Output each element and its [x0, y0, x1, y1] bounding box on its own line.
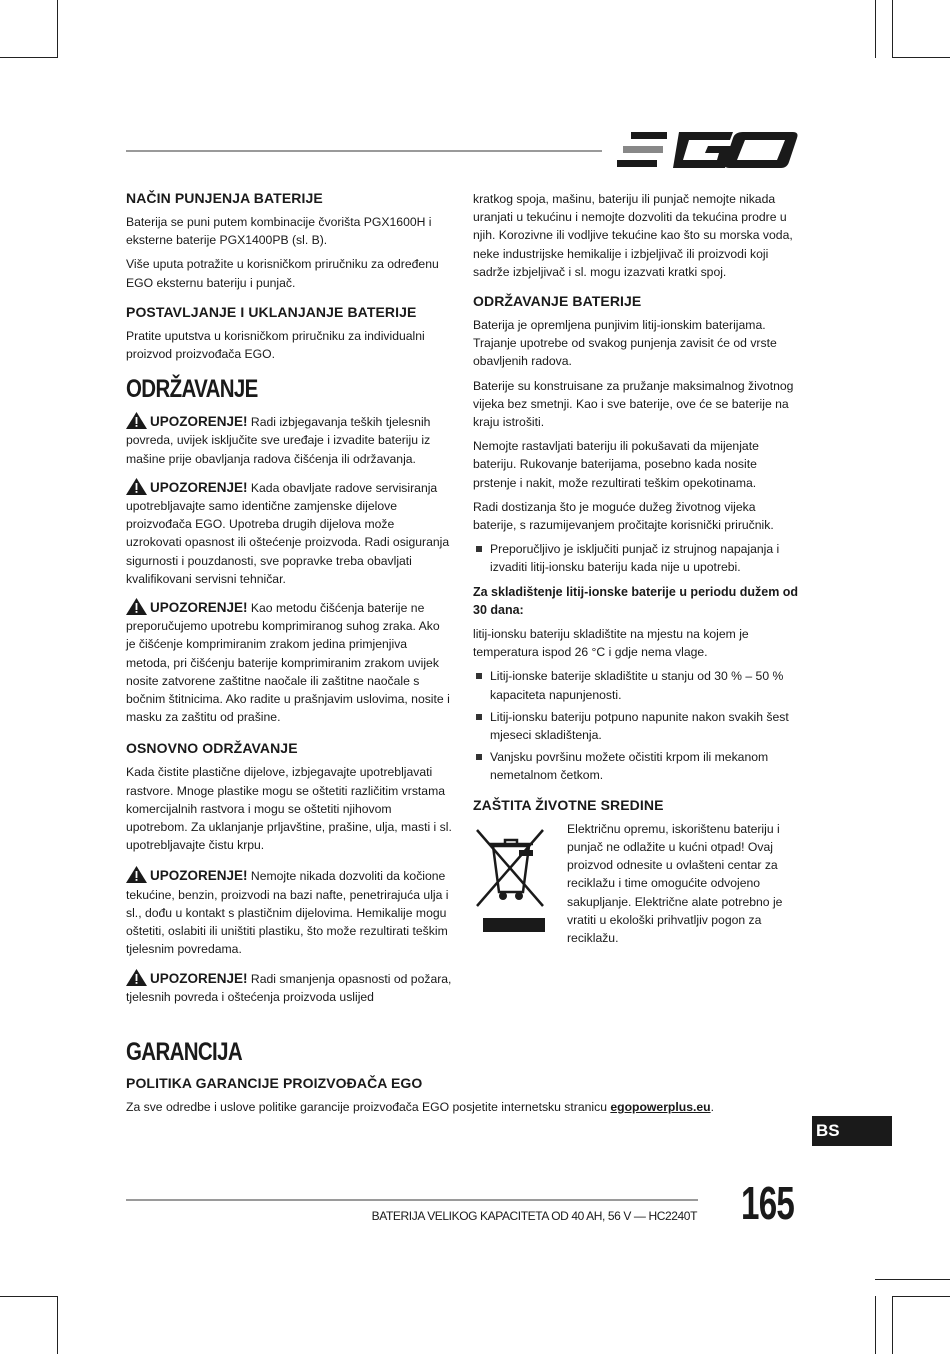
section-title-warranty-policy: POLITIKA GARANCIJE PROIZVOĐAČA EGO [126, 1075, 423, 1091]
list-item: Litij-ionske baterije skladištite u stanju od 30 % – 50 % kapaciteta napunjenosti. [473, 667, 799, 703]
bullet-list [473, 667, 799, 784]
section-title-basic-maintenance: OSNOVNO ODRŽAVANJE [126, 740, 298, 757]
warning-label: UPOZORENJE! [150, 479, 248, 495]
warning-text: Nemojte nikada dozvoliti da kočione tekućine, benzin, proizvodi na bazi nafte, penetrirajuća ulja i sl., dođu u kontakt s plastičnim dijelovima. Hemikalije mogu oštetiti, oslabiti ili uništiti plastiku, što može rezultirati teškim tjelesnim povredama. [126, 869, 449, 957]
storage-heading: Za skladištenje litij-ionske baterije u periodu dužem od 30 dana: [473, 584, 799, 617]
warning-icon [126, 412, 147, 429]
paragraph: Pratite uputstva u korisničkom priručniku za individualni proizvod proizvođača EGO. [126, 328, 425, 362]
crop-mark [892, 0, 893, 58]
warranty-section [126, 1038, 826, 1122]
warning-icon [126, 598, 147, 615]
warranty-link[interactable]: egopowerplus.eu [610, 1100, 711, 1114]
warranty-text-body: Za sve odredbe i uslove politike garancije proizvođača EGO posjetite internetsku stranicu [126, 1100, 611, 1114]
right-column [473, 190, 799, 947]
warning-block [126, 969, 452, 1006]
warning-label: UPOZORENJE! [150, 600, 248, 616]
warning-block [126, 866, 452, 958]
paragraph: Baterija je opremljena punjivim litij-ionskim baterijama. Trajanje upotrebe od svakog punjenja zavisit će od vrste obavljenih radova. [473, 318, 777, 369]
heading-maintenance: ODRŽAVANJE [126, 375, 258, 404]
crop-mark [892, 1296, 893, 1354]
warning-text: Kada obavljate radove servisiranja upotrebljavajte samo identične zamjenske dijelove proizvođača EGO. Upotreba drugih dijelova može uzrokovati opasnost ili oštećenje proizvoda. Radi osiguranja sigurnosti i pouzdanosti, sve popravke treba obavljati kvalifikovani servisni tehničar. [126, 480, 450, 586]
environment-block [473, 820, 799, 947]
section-title-battery-maintenance: ODRŽAVANJE BATERIJE [473, 293, 642, 310]
warning-text: Radi izbjegavanja teških tjelesnih povreda, uvijek isključite sve uređaje i izvadite bateriju iz mašine prije obavljanja radova čišćenja ili održavanja. [126, 415, 431, 466]
warning-text: Radi smanjenja opasnosti od požara, tjelesnih povreda i oštećenja proizvoda uslijed [126, 971, 452, 1004]
list-item: Preporučljivo je isključiti punjač iz strujnog napajanja i izvaditi litij-ionsku bateriju kada nije u upotrebi. [473, 540, 799, 576]
crop-mark [57, 0, 58, 58]
list-item: Litij-ionsku bateriju potpuno napunite nakon svakih šest mjeseci skladištenja. [473, 708, 799, 744]
warning-icon [126, 866, 147, 883]
left-column [126, 190, 452, 1016]
crop-mark [875, 1279, 950, 1280]
warning-icon [126, 969, 147, 986]
page-number: 165 [741, 1177, 795, 1229]
crop-mark [57, 1296, 58, 1354]
warranty-text-end: . [710, 1100, 714, 1114]
crop-mark [875, 1296, 876, 1354]
paragraph: Radi dostizanja što je moguće dužeg životnog vijeka baterije, s razumijevanjem pročitajte korisnički priručnik. [473, 499, 774, 533]
paragraph: Više uputa potražite u korisničkom priručniku za određenu EGO eksternu bateriju i punjač. [126, 257, 439, 290]
environment-text: Električnu opremu, iskorištenu bateriju i punjač ne odlažite u kućni otpad! Ovaj proizvod odnesite u ovlašteni centar za reciklažu i time omogućite odvojeno sakupljanje. Električne alate potrebno je vratiti u ekološki prihvatljiv pogon za reciklažu. [567, 821, 783, 945]
crop-mark [875, 0, 876, 58]
warning-icon [126, 478, 147, 495]
crop-mark [0, 1296, 58, 1297]
warning-label: UPOZORENJE! [150, 868, 248, 884]
paragraph: litij-ionsku bateriju skladištite na mjestu na kojem je temperatura ispod 26 °C i gdje nema vlage. [473, 627, 749, 660]
ego-logo [617, 132, 799, 172]
warning-label: UPOZORENJE! [150, 414, 248, 430]
warning-block [126, 478, 452, 588]
section-title-environment: ZAŠTITA ŽIVOTNE SREDINE [473, 796, 664, 813]
footer-product: BATERIJA VELIKOG KAPACITETA OD 40 AH, 56 V — HC2240T [371, 1209, 697, 1223]
footer-rule [126, 1199, 698, 1201]
paragraph: Baterija se puni putem kombinacije čvorišta PGX1600H i eksterne baterije PGX1400PB (sl. B). [126, 215, 432, 248]
language-code: BS [816, 1121, 840, 1140]
paragraph: kratkog spoja, mašinu, bateriju ili punjač nemojte nikada uranjati u tekućinu i nemojte dozvoliti da tekućina prodre u njih. Korozivne ili vodljive tekućine kao što su morska voda, neke industrijske hemikalije i izbjeljivač ili proizvodi koji sadrže izbjeljivač i sl. mogu izazvati kratki spoj. [473, 192, 793, 279]
warning-label: UPOZORENJE! [150, 970, 248, 986]
warning-block [126, 412, 452, 468]
section-title-charging: NAČIN PUNJENJA BATERIJE [126, 190, 323, 206]
paragraph: Baterije su konstruisane za pružanje maksimalnog životnog vijeka bez smetnji. Kao i sve baterije, ove će se baterije na kraju istrošiti. [473, 378, 794, 430]
warning-text: Kao metodu čišćenja baterije ne preporučujemo upotrebu komprimiranog suhog zraka. Ako je čišćenje komprimiranim zrakom jedina primjenjiva metoda, pri čišćenju baterije komprimiranim zrakom uvijek nosite zatvorene zaštitne naočale ili zaštitne naočale s bočnim štitnicima. Ako radite u prašnjavim uslovima, nosite i masku za zaštitu od prašine. [126, 601, 450, 725]
section-title-installation: POSTAVLJANJE I UKLANJANJE BATERIJE [126, 303, 417, 320]
paragraph: Nemojte rastavljati bateriju ili pokušavati da mijenjate bateriju. Rukovanje baterijama, posebno kada nosite prstenje i nakit, može rezultirati teškim opekotinama. [473, 439, 759, 490]
heading-warranty: GARANCIJA [126, 1038, 242, 1066]
crop-mark [0, 57, 58, 58]
language-tab [812, 1116, 892, 1146]
list-item: Vanjsku površinu možete očistiti krpom ili mekanom nemetalnom četkom. [473, 748, 799, 784]
header-rule [126, 150, 602, 152]
crop-mark [892, 1296, 950, 1297]
warranty-text [126, 1098, 826, 1116]
crop-mark [892, 57, 950, 58]
paragraph: Kada čistite plastične dijelove, izbjegavajte upotrebljavati rastvore. Mnoge plastike mogu se oštetiti različitim vrstama komercijalnih rastvora i mogu se oštetiti njihovom upotrebom. Za uklanjanje prljavštine, prašine, ulja, masti i sl. upotrebljavajte čistu krpu. [126, 765, 452, 853]
bullet-list [473, 540, 799, 576]
weee-bin-icon [473, 820, 557, 947]
warning-block [126, 598, 452, 726]
